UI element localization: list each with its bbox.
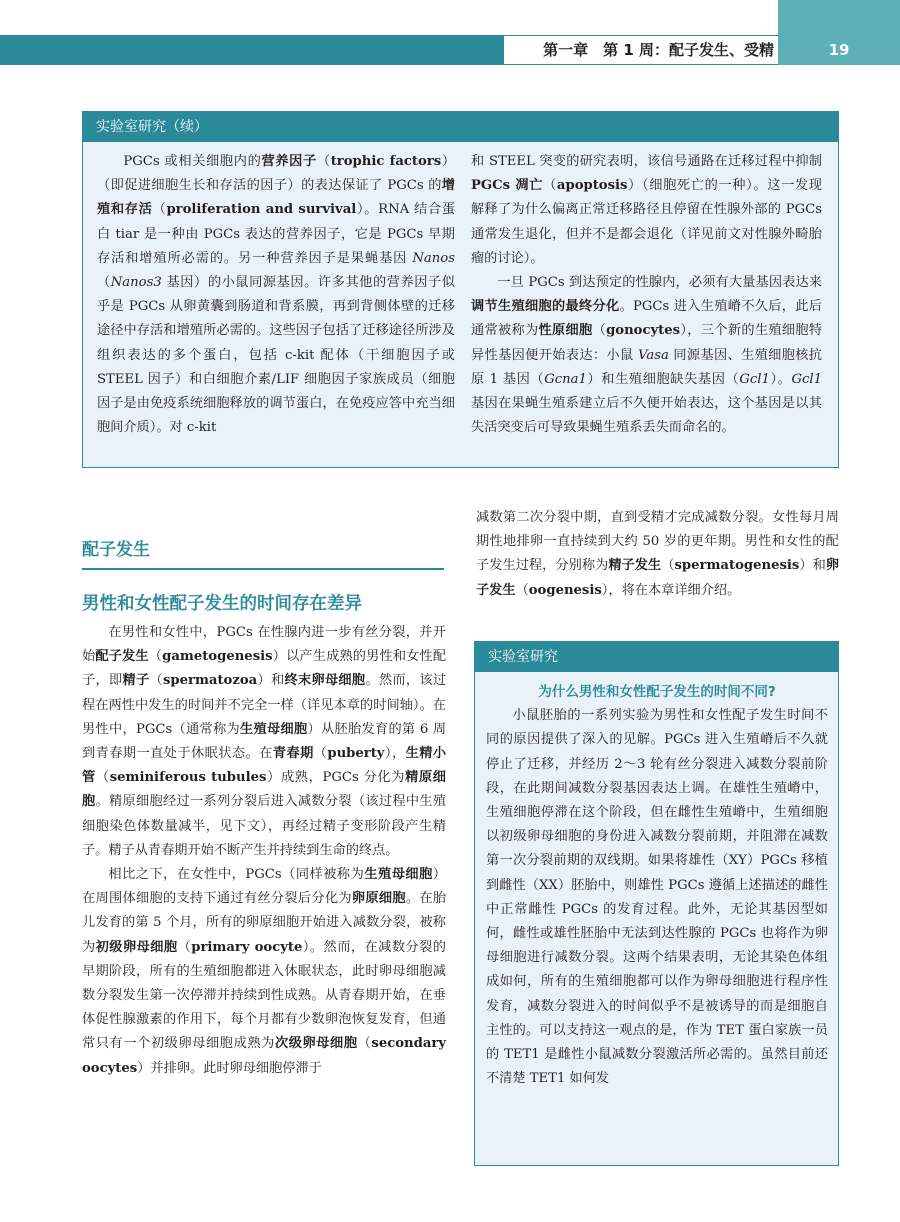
- page-number: 19: [828, 41, 850, 59]
- box-left-column: PGCs 或相关细胞内的营养因子（trophic factors）（即促进细胞生长和存活的因子）的表达保证了 PGCs 的增殖和存活（proliferation and survival）。RNA 结合蛋白 tiar 是一种由 PGCs 表达的营养因子，它是 PGCs 早期存活和增殖所必需的。另一种营养因子是果蝇基因 Nanos（Nanos3 基因）的小鼠同源基因。许多其他的营养因子似乎是 PGCs 从卵黄囊到肠道和背系膜，再到背侧体壁的迁移途径中存活和增殖所必需的。这些因子包括了迁移途径所涉及组织表达的多个蛋白，包括 c-kit 配体（干细胞因子或 STEEL 因子）和白细胞介素/LIF 细胞因子家族成员（细胞因子是由免疫系统细胞释放的调节蛋白，在免疫应答中充当细胞间介质）。对 c-kit: [97, 154, 456, 436]
- box-body: [486, 680, 828, 1091]
- page-number-tab: [778, 0, 900, 65]
- box-title: 实验室研究: [475, 642, 838, 672]
- lab-study-box: [474, 641, 839, 1166]
- section-heading: 配子发生: [82, 540, 150, 560]
- box-title: 实验室研究（续）: [83, 112, 838, 142]
- main-left-column: 在男性和女性中，PGCs 在性腺内进一步有丝分裂，并开始配子发生（gametogenesis）以产生成熟的男性和女性配子，即精子（spermatozoa）和终末卵母细胞。然而，该过程在两性中发生的时间并不完全一样（详见本章的时间轴）。在男性中，PGCs（通常称为生殖母细胞）从胚胎发育的第 6 周到青春期一直处于休眠状态。在青春期（puberty），生精小管（seminiferous tubules）成熟，PGCs 分化为精原细胞。精原细胞经过一系列分裂后进入减数分裂（该过程中生殖细胞染色体数量减半，见下文），再经过精子变形阶段产生精子。精子从青春期开始不断产生并持续到生命的终点。 相比之下，在女性中，PGCs（同样被称为生殖母细胞）在周围体细胞的支持下通过有丝分裂后分化为卵原细胞。在胎儿发育的第 5 个月，所有的卵原细胞开始进入减数分裂，被称为初级卵母细胞（primary oocyte）。然而，在减数分裂的早期阶段，所有的生殖细胞都进入休眠状态，此时卵母细胞减数分裂发生第一次停滞并持续到性成熟。从青春期开始，在垂体促性腺激素的作用下，每个月都有少数卵泡恢复发育，但通常只有一个初级卵母细胞成熟为次级卵母细胞（secondary oocytes）并排卵。此时卵母细胞停滞于: [82, 625, 447, 1076]
- chapter-title: 第一章 第 1 周：配子发生、受精: [543, 41, 774, 59]
- box-right-column: 和 STEEL 突变的研究表明，该信号通路在迁移过程中抑制 PGCs 凋亡（apoptosis）（细胞死亡的一种）。这一发现解释了为什么偏离正常迁移路径且停留在性腺外部的 PGCs 通常发生退化，但并不是都会退化（详见前文对性腺外畸胎瘤的讨论）。 一旦 PGCs 到达预定的性腺内，必须有大量基因表达来调节生殖细胞的最终分化。PGCs 进入生殖嵴不久后，此后通常被称为性原细胞（gonocytes），三个新的生殖细胞特异性基因便开始表达：小鼠 Vasa 同源基因、生殖细胞核抗原 1 基因（Gcna1）和生殖细胞缺失基因（Gcl1）。Gcl1 基因在果蝇生殖系建立后不久便开始表达，这个基因是以其失活突变后可导致果蝇生殖系丢失而命名的。: [471, 154, 823, 436]
- subsection-heading: 男性和女性配子发生的时间存在差异: [82, 594, 362, 614]
- box-question: 为什么男性和女性配子发生的时间不同?: [538, 684, 776, 700]
- section-divider: [82, 568, 444, 570]
- box-body-text: 小鼠胚胎的一系列实验为男性和女性配子发生时间不同的原因提供了深入的见解。PGCs 进入生殖嵴后不久就停止了迁移，并经历 2～3 轮有丝分裂进入减数分裂前阶段，在此期间减数分裂基因表达上调。在雄性生殖嵴中，生殖细胞停滞在这个阶段，但在雌性生殖嵴中，生殖细胞以初级卵母细胞的身份进入减数分裂前期，并阻滞在减数第一次分裂前期的双线期。如果将雄性（XY）PGCs 移植到雌性（XX）胚胎中，则雄性 PGCs 遵循上述描述的雌性中正常雌性 PGCs 的发育过程。此外，无论其基因型如何，雌性或雄性胚胎中无法到达性腺的 PGCs 也将作为卵母细胞进行减数分裂。这两个结果表明，无论其染色体组成如何，所有的生殖细胞都可以作为卵母细胞进行程序性发育，减数分裂进入的时间似乎不是被诱导的而是细胞自主性的。可以支持这一观点的是，作为 TET 蛋白家族一员的 TET1 是雌性小鼠减数分裂激活所必需的。虽然目前还不清楚 TET1 如何发: [486, 708, 828, 1087]
- main-right-column: 减数第二次分裂中期，直到受精才完成减数分裂。女性每月周期性地排卵一直持续到大约 50 岁的更年期。男性和女性的配子发生过程，分别称为精子发生（spermatogenesis）和卵子发生（oogenesis），将在本章详细介绍。: [476, 510, 840, 598]
- lab-study-box-continued: [82, 111, 839, 468]
